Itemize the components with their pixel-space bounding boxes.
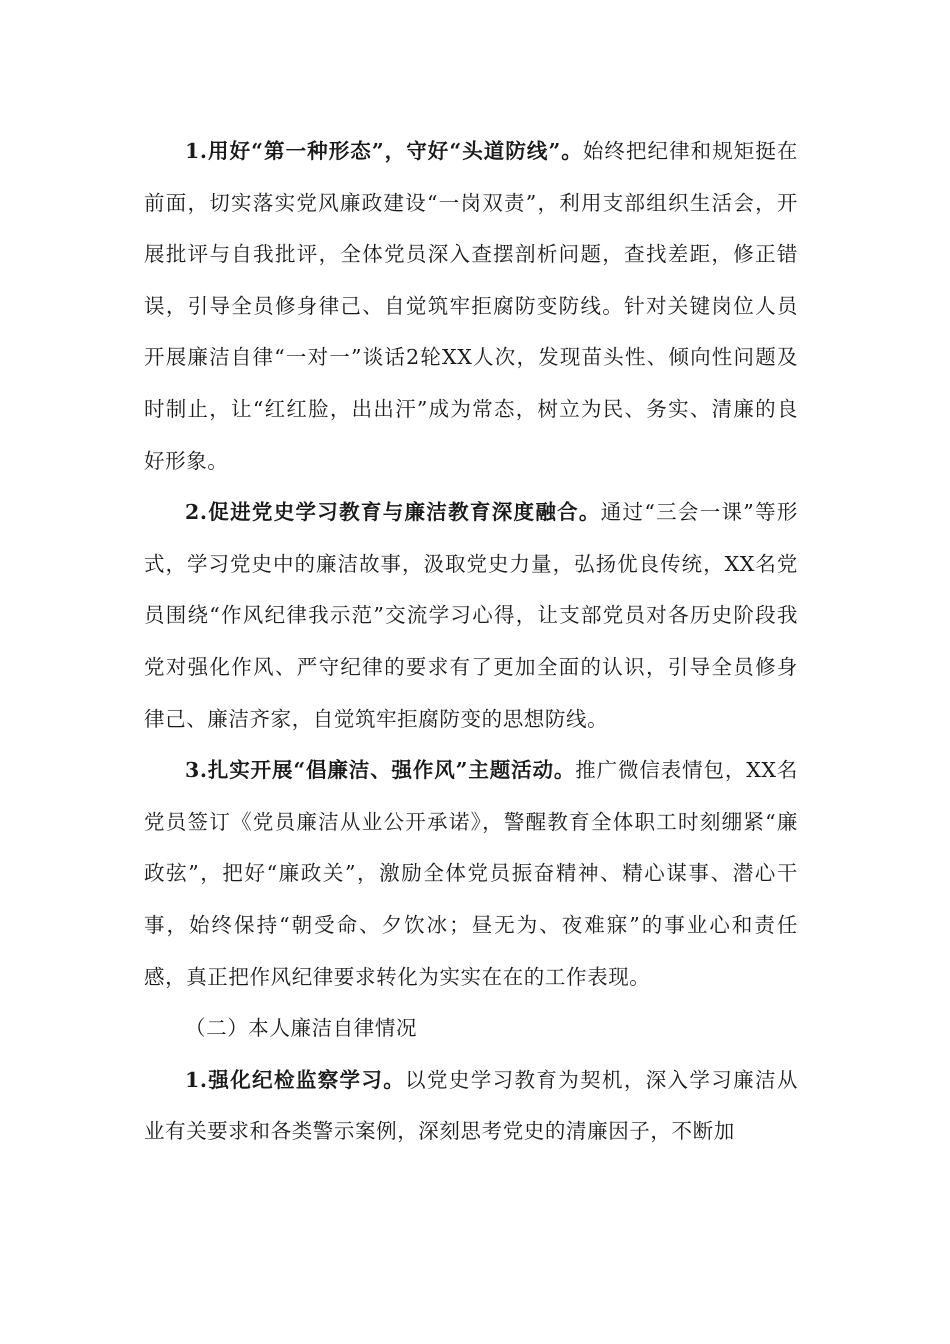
- paragraph-1: [144, 126, 798, 487]
- paragraph-2-lead: 2.促进党史学习教育与廉洁教育深度融合。: [185, 500, 601, 525]
- paragraph-2-body: 通过“三会一课”等形式，学习党史中的廉洁故事，汲取党史力量，弘扬优良传统，XX名党员围绕“作风纪律我示范”交流学习心得，让支部党员对各历史阶段我党对强化作风、严守纪律的要求有了更加全面的认识，引导全员修身律己、廉洁齐家，自觉筑牢拒腐防变的思想防线。: [144, 500, 798, 731]
- section-paragraph-1-body: 以党史学习教育为契机，深入学习廉洁从业有关要求和各类警示案例，深刻思考党史的清廉因子，不断加: [144, 1067, 798, 1144]
- section-paragraph-1-lead: 1.强化纪检监察学习。: [185, 1067, 406, 1092]
- paragraph-1-body: 始终把纪律和规矩挺在前面，切实落实党风廉政建设“一岗双责”，利用支部组织生活会，开展批评与自我批评，全体党员深入查摆剖析问题，查找差距，修正错误，引导全员修身律己、自觉筑牢拒腐防变防线。针对关键岗位人员开展廉洁自律“一对一”谈话2轮XX人次，发现苗头性、倾向性问题及时制止，让“红红脸，出出汗”成为常态，树立为民、务实、清廉的良好形象。: [144, 139, 798, 473]
- paragraph-3: [144, 745, 798, 1003]
- paragraph-2: [144, 487, 798, 745]
- section-heading: （二）本人廉洁自律情况: [185, 1016, 418, 1041]
- paragraph-3-lead: 3.扎实开展“倡廉洁、强作风”主题活动。: [185, 758, 576, 783]
- section-paragraph-1: [144, 1055, 798, 1158]
- paragraph-1-lead: 1.用好“第一种形态”，守好“头道防线”。: [185, 139, 583, 163]
- document-page: [144, 126, 798, 1158]
- paragraph-3-body: 推广微信表情包，XX名党员签订《党员廉洁从业公开承诺》，警醒教育全体职工时刻绷紧“廉政弦”，把好“廉政关”，激励全体党员振奋精神、精心谋事、潜心干事，始终保持“朝受命、夕饮冰；昼无为、夜难寐”的事业心和责任感，真正把作风纪律要求转化为实实在在的工作表现。: [144, 758, 799, 989]
